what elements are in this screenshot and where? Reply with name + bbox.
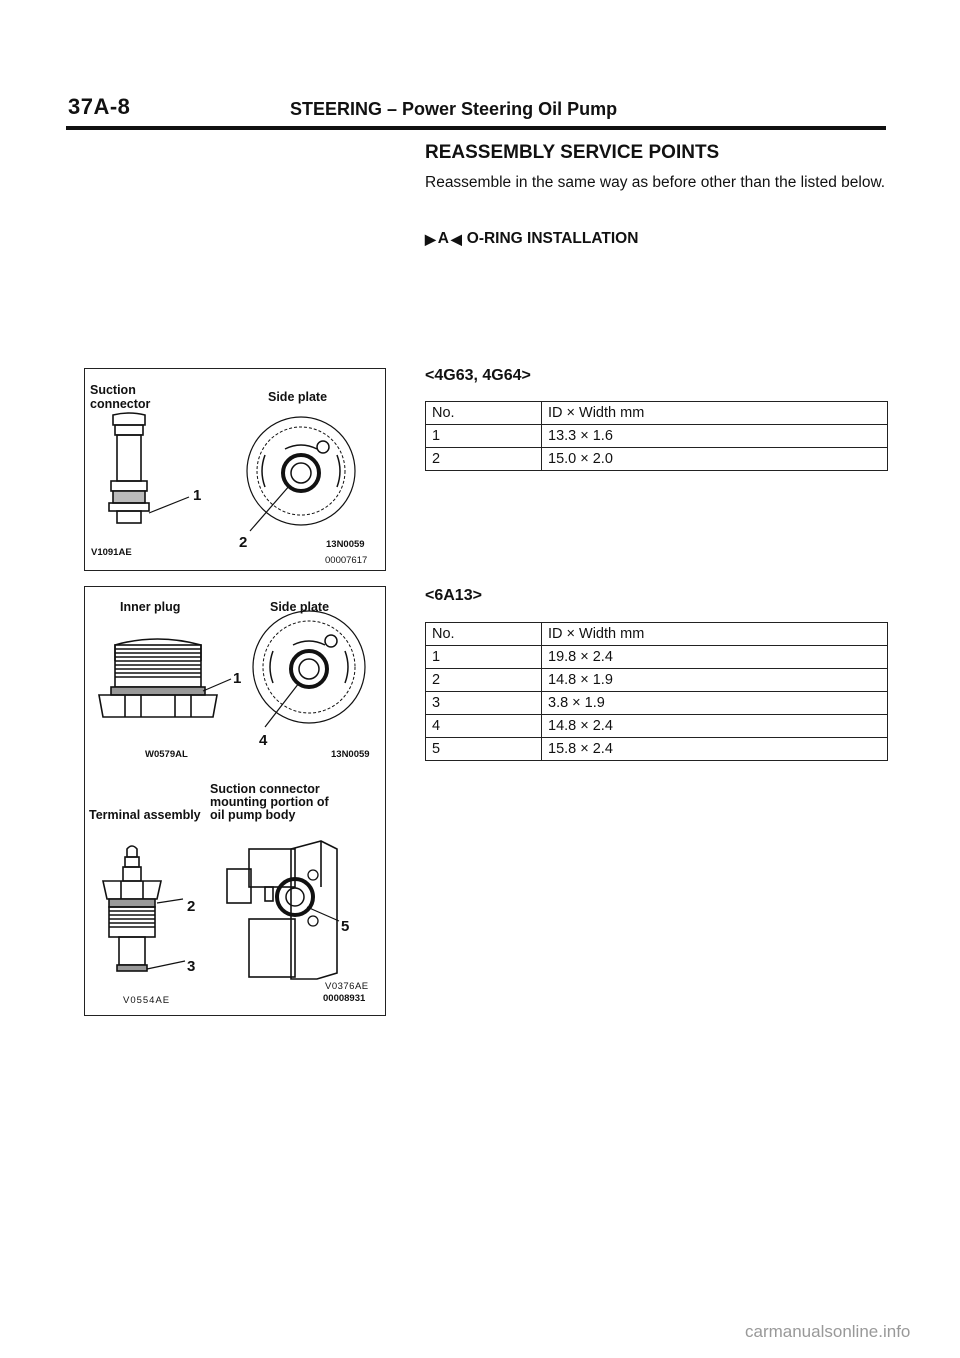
- triangle-right-icon: ▶: [425, 230, 436, 247]
- figure-code-left: W0579AL: [145, 749, 188, 760]
- label-suction: Suction: [90, 383, 136, 397]
- figure-code-left: V1091AE: [91, 547, 132, 558]
- label-terminal-assembly: Terminal assembly: [89, 808, 201, 822]
- figure-4g63-orings: [84, 368, 386, 571]
- table-cell: 5: [426, 738, 542, 761]
- table-cell: 1: [426, 425, 542, 448]
- figure-6a13-orings: [84, 586, 386, 1016]
- watermark: carmanualsonline.info: [745, 1322, 911, 1341]
- table-header-row: [426, 623, 888, 646]
- table-header-cell: ID × Width mm: [542, 623, 888, 646]
- callout-3: 3: [187, 958, 196, 975]
- triangle-left-icon: ◀: [450, 230, 462, 247]
- table-cell: 3: [426, 692, 542, 715]
- table-row: [426, 692, 888, 715]
- table-row: [426, 715, 888, 738]
- step-title: O-RING INSTALLATION: [466, 230, 639, 247]
- table-row: [426, 448, 888, 471]
- figure-4g63-drawing: [85, 369, 385, 570]
- table-cell: 3.8 × 1.9: [542, 692, 888, 715]
- figure-code-bottom-left: V0554AE: [123, 995, 171, 1006]
- callout-4: 4: [259, 732, 268, 749]
- callout-1: 1: [193, 487, 202, 504]
- table-header-cell: ID × Width mm: [542, 402, 888, 425]
- table-row: [426, 669, 888, 692]
- intro-paragraph: Reassemble in the same way as before other than the listed below.: [425, 174, 886, 191]
- callout-1: 1: [233, 670, 242, 687]
- side-plate-drawing: [253, 611, 365, 727]
- label-side-plate: Side plate: [270, 600, 330, 614]
- terminal-assembly-drawing: [103, 846, 185, 971]
- table-header-row: [426, 402, 888, 425]
- oring-table-4g63: [425, 401, 888, 471]
- table-cell: 14.8 × 1.9: [542, 669, 888, 692]
- table-header-cell: No.: [426, 623, 542, 646]
- callout-2: 2: [187, 898, 196, 915]
- figure-code-right: 13N0059: [331, 749, 370, 760]
- table-row: [426, 738, 888, 761]
- table-cell: 19.8 × 2.4: [542, 646, 888, 669]
- label-suction-line2: mounting portion of: [210, 795, 329, 809]
- step-heading: [425, 230, 638, 248]
- figure-6a13-drawing: [85, 587, 385, 1015]
- section-title: REASSEMBLY SERVICE POINTS: [425, 142, 720, 163]
- group-label-6a13: <6A13>: [425, 587, 482, 604]
- suction-connector-drawing: [109, 413, 189, 523]
- label-connector: connector: [90, 397, 151, 411]
- step-letter: A: [437, 230, 449, 247]
- callout-5: 5: [341, 918, 350, 935]
- page-title: STEERING – Power Steering Oil Pump: [290, 99, 618, 119]
- table-row: [426, 646, 888, 669]
- table-cell: 2: [426, 669, 542, 692]
- header-rule: [66, 126, 886, 130]
- label-inner-plug: Inner plug: [120, 600, 181, 614]
- label-side-plate: Side plate: [268, 390, 328, 404]
- figure-code-right: 13N0059: [326, 539, 365, 550]
- inner-plug-drawing: [99, 639, 231, 717]
- label-suction-line1: Suction connector: [210, 782, 320, 796]
- label-suction-line3: oil pump body: [210, 808, 296, 822]
- figure-number: 00007617: [325, 555, 368, 566]
- callout-2: 2: [239, 534, 248, 551]
- figure-code-bottom-right: V0376AE: [325, 981, 369, 992]
- table-row: [426, 425, 888, 448]
- table-cell: 13.3 × 1.6: [542, 425, 888, 448]
- side-plate-drawing: [247, 417, 355, 531]
- section-code: 37A-8: [68, 94, 131, 119]
- pump-body-drawing: [227, 841, 339, 979]
- table-header-cell: No.: [426, 402, 542, 425]
- table-cell: 15.8 × 2.4: [542, 738, 888, 761]
- table-cell: 15.0 × 2.0: [542, 448, 888, 471]
- figure-number: 00008931: [323, 993, 366, 1004]
- table-cell: 4: [426, 715, 542, 738]
- group-label-4g63: <4G63, 4G64>: [425, 367, 531, 384]
- table-cell: 14.8 × 2.4: [542, 715, 888, 738]
- oring-table-6a13: [425, 622, 888, 761]
- table-cell: 1: [426, 646, 542, 669]
- table-cell: 2: [426, 448, 542, 471]
